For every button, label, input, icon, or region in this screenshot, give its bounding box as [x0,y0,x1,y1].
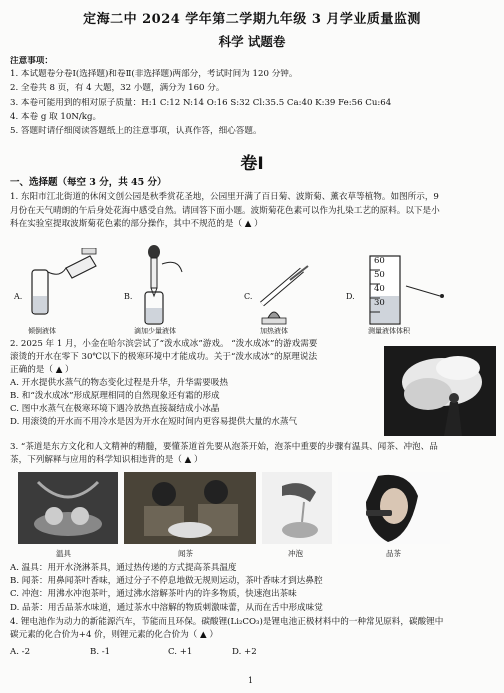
dropper-figure [132,244,192,328]
note-item: 4. 本卷 g 取 10N/kg。 [10,111,102,122]
q3-option-c: C. 冲泡：用沸水冲泡茶叶，通过沸水溶解茶叶内的许多物质，快速泡出茶味 [10,589,297,600]
q3-caption-warming: 温具 [56,549,71,558]
heating-liquid-figure [250,262,320,326]
q2-option-c: C. 图中水蒸气在极寒环境下遇冷放热直接凝结成小冰晶 [10,404,220,414]
q4-option-b: B. -1 [90,647,111,657]
question-4 [10,616,496,642]
q3-option-b: B. 闻茶：用鼻闻茶叶香味，通过分子不停息地做无规则运动，茶叶香味才到达鼻腔 [10,576,323,587]
page-title: 定海二中 2024 学年第二学期九年级 3 月学业质量监测 [83,12,421,27]
q4-option-d: D. +2 [232,647,257,657]
tea-tasting-photo [338,472,450,544]
q1-line: 月份在天气晴朗的午后身处花海中感受自然。请回答下面小题。波斯菊花色素可以作为扎染工艺的原料。以下是小 [10,205,440,216]
tea-warming-photo [18,472,118,544]
q3-line: 茶，下列解释与应用的科学知识相违背的是（ ▲ ） [10,455,203,465]
cylinder-tick-40: 40 [374,284,385,294]
tea-smelling-photo [124,472,256,544]
question-3-stem [10,441,496,467]
q1-option-a-label: 倾倒液体 [28,327,56,335]
q4-option-a: A. -2 [10,647,31,657]
q1-option-c-letter: C. [244,292,253,301]
q2-option-a: A. 开水提供水蒸气的物态变化过程是升华，升华需要吸热 [10,378,228,388]
cylinder-tick-60: 60 [374,256,385,266]
question-3-options [10,562,496,615]
q4-option-c: C. +1 [168,647,193,657]
page-subtitle: 科学 试题卷 [218,34,286,49]
notes-heading: 注意事项： [10,56,53,66]
q2-option-d: D. 用滚烫的开水而不用冷水是因为开水在短时间内更容易提供大量的水蒸气 [10,417,298,427]
q1-line: 1. 东阳市江北街道的休闲文创公园是秋季赏花圣地，公园里开满了百日菊、波斯菊、薰衣草等植物。如图所示，9 [10,192,439,202]
cylinder-tick-30: 30 [374,298,385,308]
note-item: 3. 本卷可能用到的相对原子质量：H:1 C:12 N:14 O:16 S:32 Cl:35.5 Ca:40 K:39 Fe:56 Cu:64 [10,97,392,108]
tea-brewing-photo [262,472,332,544]
q2-line: 正确的是（ ▲ ） [10,365,74,375]
note-item: 5. 答题时请仔细阅读答题纸上的注意事项，认真作答，细心答题。 [10,126,262,137]
q3-line: 3. “茶道是东方文化和人文精神的精髓，要懂茶道首先要从泡茶开始，泡茶中重要的步骤有温具、闻茶、冲泡、品 [10,442,438,452]
section-title: 卷Ⅰ [240,154,264,174]
q3-caption-brewing: 冲泡 [288,549,303,558]
q1-option-b-letter: B. [124,292,133,301]
q1-option-b-label: 滴加少量液体 [134,327,176,335]
q1-option-d-label: 测量液体体积 [368,327,410,335]
question-1-stem [10,191,496,232]
q4-line: 碳元素的化合价为+4 价，则锂元素的化合价为（ ▲ ） [10,630,218,641]
q3-caption-tasting: 品茶 [386,549,401,558]
page-number: 1 [248,676,254,685]
cylinder-tick-50: 50 [374,270,385,280]
question-2 [10,338,380,429]
q3-caption-smelling: 闻茶 [178,549,193,558]
q2-line: 2. 2025 年 1 月，小金在哈尔滨尝试了“泼水成冰”游戏。 “泼水成冰”的游戏需要 [10,339,318,349]
q2-option-b: B. 和“泼水成冰”形成原理相同的自然现象还有霜的形成 [10,391,220,401]
water-to-ice-photo [384,346,496,436]
q2-line: 滚烫的开水在零下 30℃以下的极寒环境中才能成功。关于“泼水成冰”的原理说法 [10,352,318,362]
note-item: 2. 全卷共 8 页，有 4 大题，32 小题，满分为 160 分。 [10,83,225,94]
q1-option-c-label: 加热液体 [260,327,288,335]
q1-option-d-letter: D. [346,292,355,301]
q4-line: 4. 锂电池作为动力的新能源汽车，节能而且环保。碳酸锂(Li₂CO₃)是锂电池正极材料中的一种常见原料，碳酸锂中 [10,617,444,627]
note-item: 1. 本试题卷分卷Ⅰ(选择题)和卷Ⅱ(非选择题)两部分，考试时间为 120 分钟。 [10,69,298,80]
q3-option-d: D. 品茶：用舌品茶水味道，通过茶水中溶解的物质刺激味蕾，从而在舌中形成味觉 [10,602,323,613]
q1-option-a-letter: A. [14,292,23,301]
q1-line: 科在实验室提取波斯菊花色素的部分操作，其中不规范的是（ ▲ ） [10,219,263,229]
notes-block [10,56,496,137]
graduated-cylinder-figure [356,250,446,326]
q3-option-a: A. 温具：用开水浇淋茶具，通过热传递的方式提高茶具温度 [10,563,237,573]
part-heading: 一、选择题（每空 3 分，共 45 分） [10,177,167,188]
pouring-liquid-figure [22,248,112,328]
